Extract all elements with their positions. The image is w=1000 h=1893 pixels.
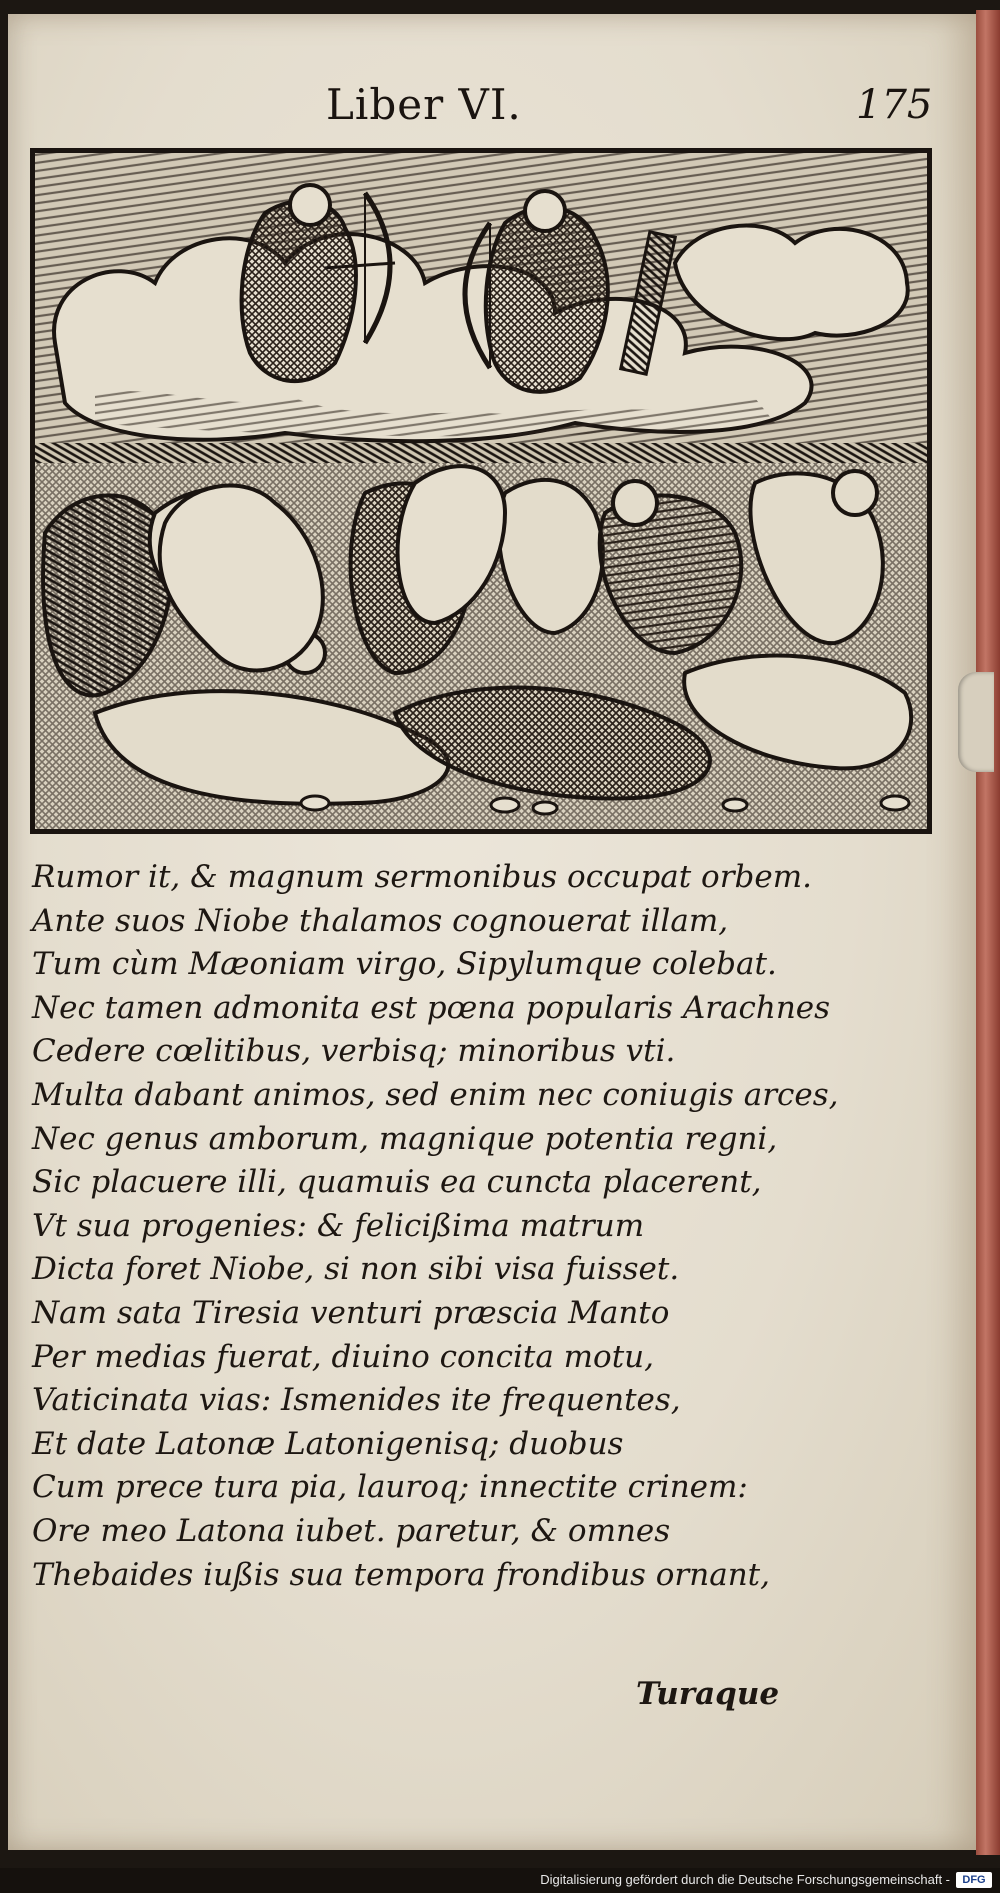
verse-line: Et date Latonæ Latonigenisq; duobus — [32, 1425, 624, 1462]
verse-line: Vt sua progenies: & felicißima matrum — [32, 1207, 645, 1244]
running-title: Liber VI. — [326, 80, 522, 129]
paper-sheet — [8, 14, 976, 1850]
book-page-edge — [976, 10, 1000, 1855]
verse-line: Sic placuere illi, quamuis ea cuncta placerent, — [32, 1164, 762, 1201]
verse-text — [32, 856, 932, 1597]
dfg-logo-icon: DFG — [956, 1872, 992, 1888]
verse-line: Nam sata Tiresia venturi præscia Manto — [32, 1294, 670, 1331]
catchword: Turaque — [636, 1676, 780, 1712]
page-tab — [958, 672, 994, 772]
verse-line: Ante suos Niobe thalamos cognouerat illam, — [32, 902, 729, 939]
verse-line: Rumor it, & magnum sermonibus occupat orbem. — [32, 859, 812, 895]
verse-line: Nec genus amborum, magnique potentia regni, — [32, 1120, 778, 1157]
page-number: 175 — [856, 82, 933, 128]
verse-line: Dicta foret Niobe, si non sibi visa fuisset. — [32, 1251, 680, 1288]
verse-line: Per medias fuerat, diuino concita motu, — [32, 1338, 654, 1375]
verse-line: Tum cùm Mæoniam virgo, Sipylumque colebat. — [32, 946, 777, 983]
footer-credit: Digitalisierung gefördert durch die Deutsche Forschungsgemeinschaft - — [540, 1872, 950, 1887]
verse-line: Vaticinata vias: Ismenides ite frequentes, — [32, 1382, 681, 1419]
verse-line: Nec tamen admonita est pœna popularis Arachnes — [32, 989, 831, 1026]
verse-line: Thebaides iußis sua tempora frondibus ornant, — [32, 1556, 770, 1593]
woodcut-image — [35, 153, 927, 829]
woodcut-illustration — [30, 148, 932, 834]
verse-line: Cum prece tura pia, lauroq; innectite crinem: — [32, 1469, 748, 1506]
verse-line: Ore meo Latona iubet. paretur, & omnes — [32, 1512, 671, 1549]
verse-line: Cedere cœlitibus, verbisq; minoribus vti. — [32, 1033, 676, 1070]
footer-bar — [0, 1868, 1000, 1893]
verse-line: Multa dabant animos, sed enim nec coniugis arces, — [32, 1076, 839, 1113]
